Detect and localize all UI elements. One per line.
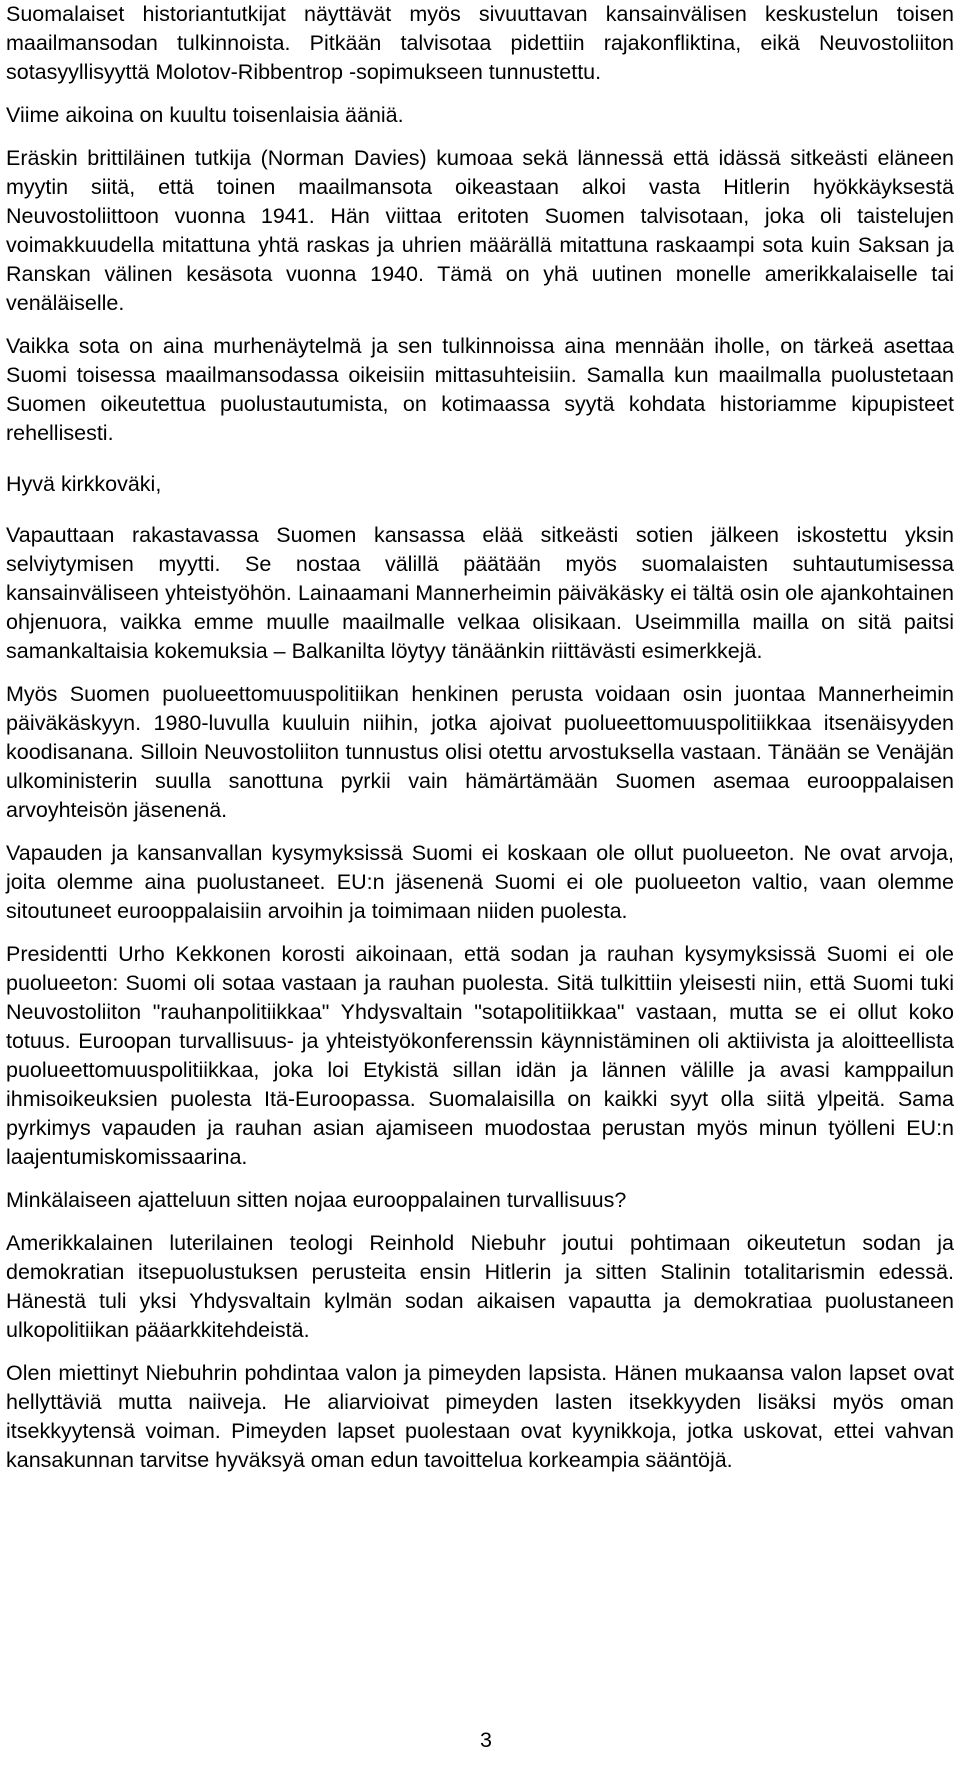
paragraph-7: Vapauden ja kansanvallan kysymyksissä Suomi ei koskaan ole ollut puolueeton. Ne ovat arvoja, joita olemme aina puolustaneet. EU:n jäsenenä Suomi ei ole puolueeton valtio, vaan olemme sitoutuneet eurooppalaisiin arvoihin ja toimimaan niiden puolesta. <box>6 841 954 923</box>
paragraph-9: Amerikkalainen luterilainen teologi Reinhold Niebuhr joutui pohtimaan oikeutetun sodan ja demokratian itsepuolustuksen perusteita ensin Hitlerin ja sitten Stalinin totalitarismin edessä. Hänestä tuli yksi Yhdysvaltain kylmän sodan aikaisen vapautta ja demokratiaa puolustaneen ulkopolitiikan pääarkkitehdeistä. <box>6 1231 954 1342</box>
paragraph-1: Suomalaiset historiantutkijat näyttävät myös sivuuttavan kansainvälisen keskustelun toisen maailmansodan tulkinnoista. Pitkään talvisotaa pidettiin rajakonfliktina, eikä Neuvostoliiton sotasyyllisyyttä Molotov-Ribbentrop -sopimukseen tunnustettu. <box>6 2 954 84</box>
page-number: 3 <box>480 1728 492 1752</box>
paragraph-5: Vapauttaan rakastavassa Suomen kansassa elää sitkeästi sotien jälkeen iskostettu yksin selviytymisen myytti. Se nostaa välillä päätään myös suomalaisten suhtautumisessa kansainväliseen yhteistyöhön. Lainaamani Mannerheimin päiväkäsky ei tältä osin ole ajankohtainen ohjenuora, vaikka emme muulle maailmalle velkaa olisikaan. Useimmilla mailla on sitä paitsi samankaltaisia kokemuksia – Balkanilta löytyy tänäänkin riittävästi esimerkkejä. <box>6 523 954 663</box>
document-page <box>6 0 954 1475</box>
paragraph-8: Presidentti Urho Kekkonen korosti aikoinaan, että sodan ja rauhan kysymyksissä Suomi ei ole puolueeton: Suomi oli sotaa vastaan ja rauhan puolesta. Sitä tulkittiin yleisesti niin, että Suomi tuki Neuvostoliiton "rauhanpolitiikkaa" Yhdysvaltain "sotapolitiikkaa" vastaan, mutta se ei ollut koko totuus. Euroopan turvallisuus- ja yhteistyökonferenssin käynnistäminen oli aktiivista ja aloitteellista puolueettomuuspolitiikkaa, joka loi Etykistä sillan idän ja lännen välille ja avasi kamppailun ihmisoikeuksien puolesta Itä-Euroopassa. Suomalaisilla on kaikki syyt olla siitä ylpeitä. Sama pyrkimys vapauden ja rauhan asian ajamiseen muodostaa perustan myös minun työlleni EU:n laajentumiskomissaarina. <box>6 942 954 1169</box>
paragraph-2: Viime aikoina on kuultu toisenlaisia ääniä. <box>6 103 404 127</box>
paragraph-10: Olen miettinyt Niebuhrin pohdintaa valon ja pimeyden lapsista. Hänen mukaansa valon lapset ovat hellyttäviä mutta naiiveja. He aliarvioivat pimeyden lasten itsekkyyden lisäksi myös oman itsekkyytensä voiman. Pimeyden lapset puolestaan ovat kyynikkoja, jotka uskovat, ettei vahvan kansakunnan tarvitse hyväksyä oman edun tavoittelua korkeampia sääntöjä. <box>6 1361 954 1472</box>
paragraph-6: Myös Suomen puolueettomuuspolitiikan henkinen perusta voidaan osin juontaa Mannerheimin päiväkäskyyn. 1980-luvulla kuuluin niihin, jotka ajoivat puolueettomuuspolitiikkaa itsenäisyyden koodisanana. Silloin Neuvostoliiton tunnustus olisi otettu arvostuksella vastaan. Tänään se Venäjän ulkoministerin suulla sanottuna pyrkii vain hämärtämään Suomen asemaa eurooppalaisen arvoyhteisön jäsenenä. <box>6 682 954 822</box>
salutation: Hyvä kirkkoväki, <box>6 472 162 496</box>
paragraph-3: Eräskin brittiläinen tutkija (Norman Davies) kumoaa sekä lännessä että idässä sitkeästi eläneen myytin siitä, että toinen maailmansota oikeastaan alkoi vasta Hitlerin hyökkäyksestä Neuvostoliittoon vuonna 1941. Hän viittaa eritoten Suomen talvisotaan, joka oli taistelujen voimakkuudella mitattuna yhtä raskas ja uhrien määrällä mitattuna raskaampi sota kuin Saksan ja Ranskan välinen kesäsota vuonna 1940. Tämä on yhä uutinen monelle amerikkalaiselle tai venäläiselle. <box>6 146 954 315</box>
question-line: Minkälaiseen ajatteluun sitten nojaa eurooppalainen turvallisuus? <box>6 1188 627 1212</box>
paragraph-4: Vaikka sota on aina murhenäytelmä ja sen tulkinnoissa aina mennään iholle, on tärkeä asettaa Suomi toisessa maailmansodassa oikeisiin mittasuhteisiin. Samalla kun maailmalla puolustetaan Suomen oikeutettua puolustautumista, on kotimaassa syytä kohdata historiamme kipupisteet rehellisesti. <box>6 334 954 445</box>
